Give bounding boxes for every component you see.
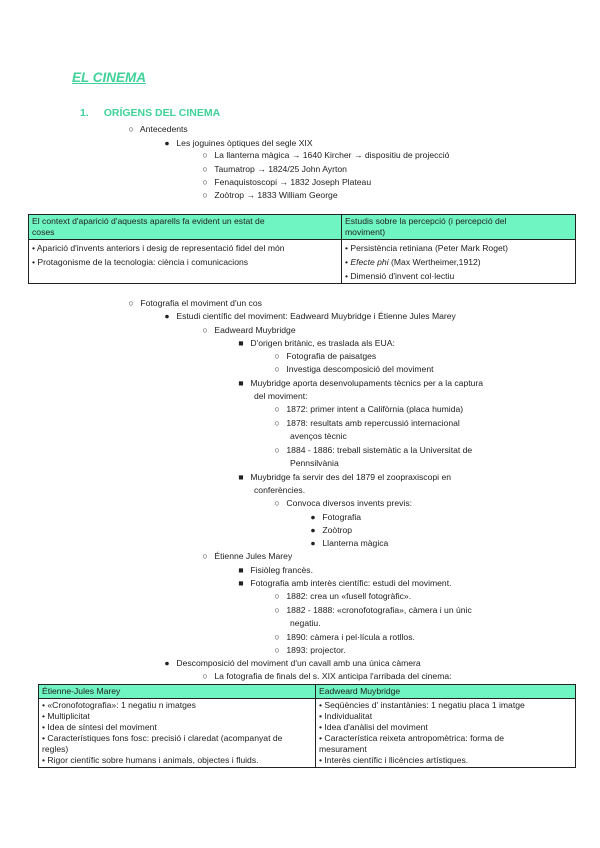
section-number: 1. bbox=[80, 107, 89, 119]
list-item: ○ La fotografia de finals del s. XIX anticipa l'arribada del cinema: bbox=[202, 671, 452, 681]
list-item-continuation: del moviment: bbox=[254, 391, 308, 401]
list-item: ○ Fotografia de paisatges bbox=[274, 351, 377, 361]
section-title: ORÍGENS DEL CINEMA bbox=[103, 107, 221, 119]
list-item: ● Les joguines òptiques del segle XIX bbox=[164, 138, 313, 148]
list-item: ○ 1882 - 1888: «cronofotografia», càmera i un únic bbox=[274, 605, 472, 615]
list-item: ● Zoòtrop bbox=[310, 525, 353, 535]
document-title: EL CINEMA bbox=[72, 70, 147, 85]
section-heading bbox=[80, 108, 220, 119]
table-cell: • Persistència retiniana (Peter Mark Roget) • Efecte phi (Max Wertheimer,1912) • Dimensió d'invent col·lectiu bbox=[342, 240, 576, 284]
list-item: ○ Convoca diversos invents previs: bbox=[274, 498, 413, 508]
table-header-cell: El context d'aparició d'aquests aparells fa evident un estat de coses bbox=[29, 215, 342, 240]
list-item: ○ Étienne Jules Marey bbox=[202, 551, 293, 561]
list-item: ○ Fotografia el moviment d'un cos bbox=[128, 298, 262, 308]
list-item: ● Fotografia bbox=[310, 512, 362, 522]
table-header-cell: Estudis sobre la percepció (i percepció del moviment) bbox=[342, 215, 576, 240]
list-item: ● Descomposició del moviment d'un cavall amb una única càmera bbox=[164, 658, 421, 668]
list-item-continuation: conferències. bbox=[254, 485, 306, 495]
list-item: ● Llanterna màgica bbox=[310, 538, 389, 548]
list-item: ■ Fotografia amb interès científic: estudi del moviment. bbox=[238, 578, 452, 588]
list-item: ○ 1872: primer intent a Califòrnia (placa humida) bbox=[274, 404, 464, 414]
list-item: ○ 1884 - 1886: treball sistemàtic a la Universitat de bbox=[274, 445, 473, 455]
list-item: ○ Zoòtrop → 1833 William George bbox=[202, 190, 338, 200]
list-item: ■ Muybridge aporta desenvolupaments tècnics per a la captura bbox=[238, 378, 484, 388]
context-table bbox=[28, 214, 576, 284]
list-item: ○ 1893: projector. bbox=[274, 645, 346, 655]
list-item: ○ Fenaquistoscopi → 1832 Joseph Plateau bbox=[202, 177, 372, 187]
list-item: ○ 1890: càmera i pel·lícula a rotllos. bbox=[274, 632, 415, 642]
list-item: ■ Fisiòleg francès. bbox=[238, 565, 313, 575]
list-item-continuation: avenços tècnic bbox=[290, 431, 347, 441]
comparison-table bbox=[38, 684, 576, 768]
table-header-cell: Étienne-Jules Marey bbox=[39, 685, 316, 699]
list-item: ■ D'origen britànic, es traslada als EUA: bbox=[238, 338, 395, 348]
list-item: ○ Taumatrop → 1824/25 John Ayrton bbox=[202, 164, 347, 174]
list-item: ○ 1882: crea un «fusell fotogràfic». bbox=[274, 591, 412, 601]
list-item: ○ 1878: resultats amb repercussió internacional bbox=[274, 418, 460, 428]
list-item: ○ Investiga descomposició del moviment bbox=[274, 364, 434, 374]
list-item: ■ Muybridge fa servir des del 1879 el zoopraxiscopi en bbox=[238, 472, 452, 482]
table-cell: • Aparició d'invents anteriors i desig de representació fidel del món • Protagonisme de la tecnologia: ciència i comunicacions bbox=[29, 240, 342, 284]
list-item: ○ Antecedents bbox=[128, 124, 188, 134]
list-item: ● Estudi científic del moviment: Eadweard Muybridge i Étienne Jules Marey bbox=[164, 311, 456, 321]
list-item: ○ La llanterna màgica → 1640 Kircher → dispositiu de projecció bbox=[202, 150, 450, 160]
table-cell: • Seqüències d' instantànies: 1 negatiu placa 1 imatge • Individualitat • Idea d'anàlisi del moviment • Característica reixeta antropomètrica: forma de mesurament • Interès científic i llicències artístiques. bbox=[316, 699, 576, 768]
list-item-continuation: Pennsilvània bbox=[290, 458, 339, 468]
list-item-continuation: negatiu. bbox=[290, 618, 321, 628]
table-header-cell: Eadweard Muybridge bbox=[316, 685, 576, 699]
table-cell: • «Cronofotografia»: 1 negatiu n imatges • Multiplicitat • Idea de síntesi del moviment • Característiques fons fosc: precisió i claredat (acompanyat de regles) • Rigor científic sobre humans i animals, objectes i fluids. bbox=[39, 699, 316, 768]
list-item: ○ Eadweard Muybridge bbox=[202, 325, 296, 335]
